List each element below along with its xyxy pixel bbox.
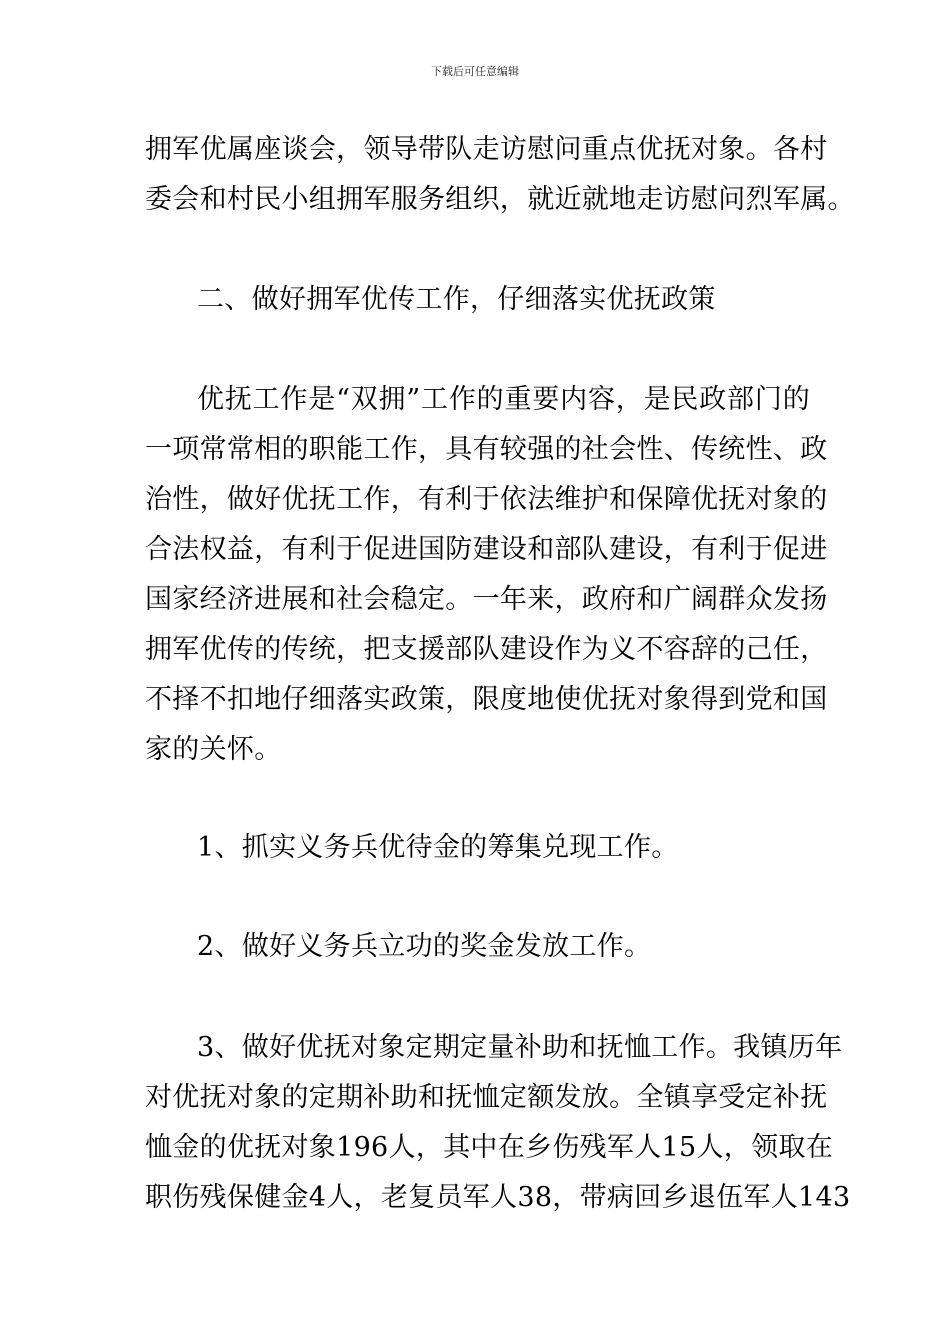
header-note: 下载后可任意编辑 [431,65,519,78]
list-item: 2、做好义务兵立功的奖金发放工作。 [197,931,652,962]
list-item: 1、抓实义务兵优待金的筹集兑现工作。 [197,832,679,863]
text-line: 家的关怀。 [145,734,282,765]
text-line: 职伤残保健金4人，老复员军人38，带病回乡退伍军人143 [145,1182,851,1213]
text-line: 不择不扣地仔细落实政策，限度地使优抚对象得到党和国 [145,684,828,715]
text-line: 优抚工作是“双拥”工作的重要内容，是民政部门的 [197,384,810,415]
text-line: 恤金的优抚对象196人，其中在乡伤残军人15人，领取在 [145,1132,833,1163]
text-line: 委会和村民小组拥军服务组织，就近就地走访慰问烈军属。 [145,184,855,215]
text-line: 国家经济进展和社会稳定。一年来，政府和广阔群众发扬 [145,584,828,615]
text-line: 一项常常相的职能工作，具有较强的社会性、传统性、政 [145,434,828,465]
text-line: 治性，做好优抚工作，有利于依法维护和保障优抚对象的 [145,484,828,515]
text-line: 拥军优传的传统，把支援部队建设作为义不容辞的己任， [145,634,828,665]
text-line: 拥军优属座谈会，领导带队走访慰问重点优抚对象。各村 [145,134,828,165]
text-line: 对优抚对象的定期补助和抚恤定额发放。全镇享受定补抚 [145,1082,828,1113]
section-heading: 二、做好拥军优传工作，仔细落实优抚政策 [197,284,716,315]
list-item: 3、做好优抚对象定期定量补助和抚恤工作。我镇历年 [197,1032,843,1063]
text-line: 合法权益，有利于促进国防建设和部队建设，有利于促进 [145,534,828,565]
